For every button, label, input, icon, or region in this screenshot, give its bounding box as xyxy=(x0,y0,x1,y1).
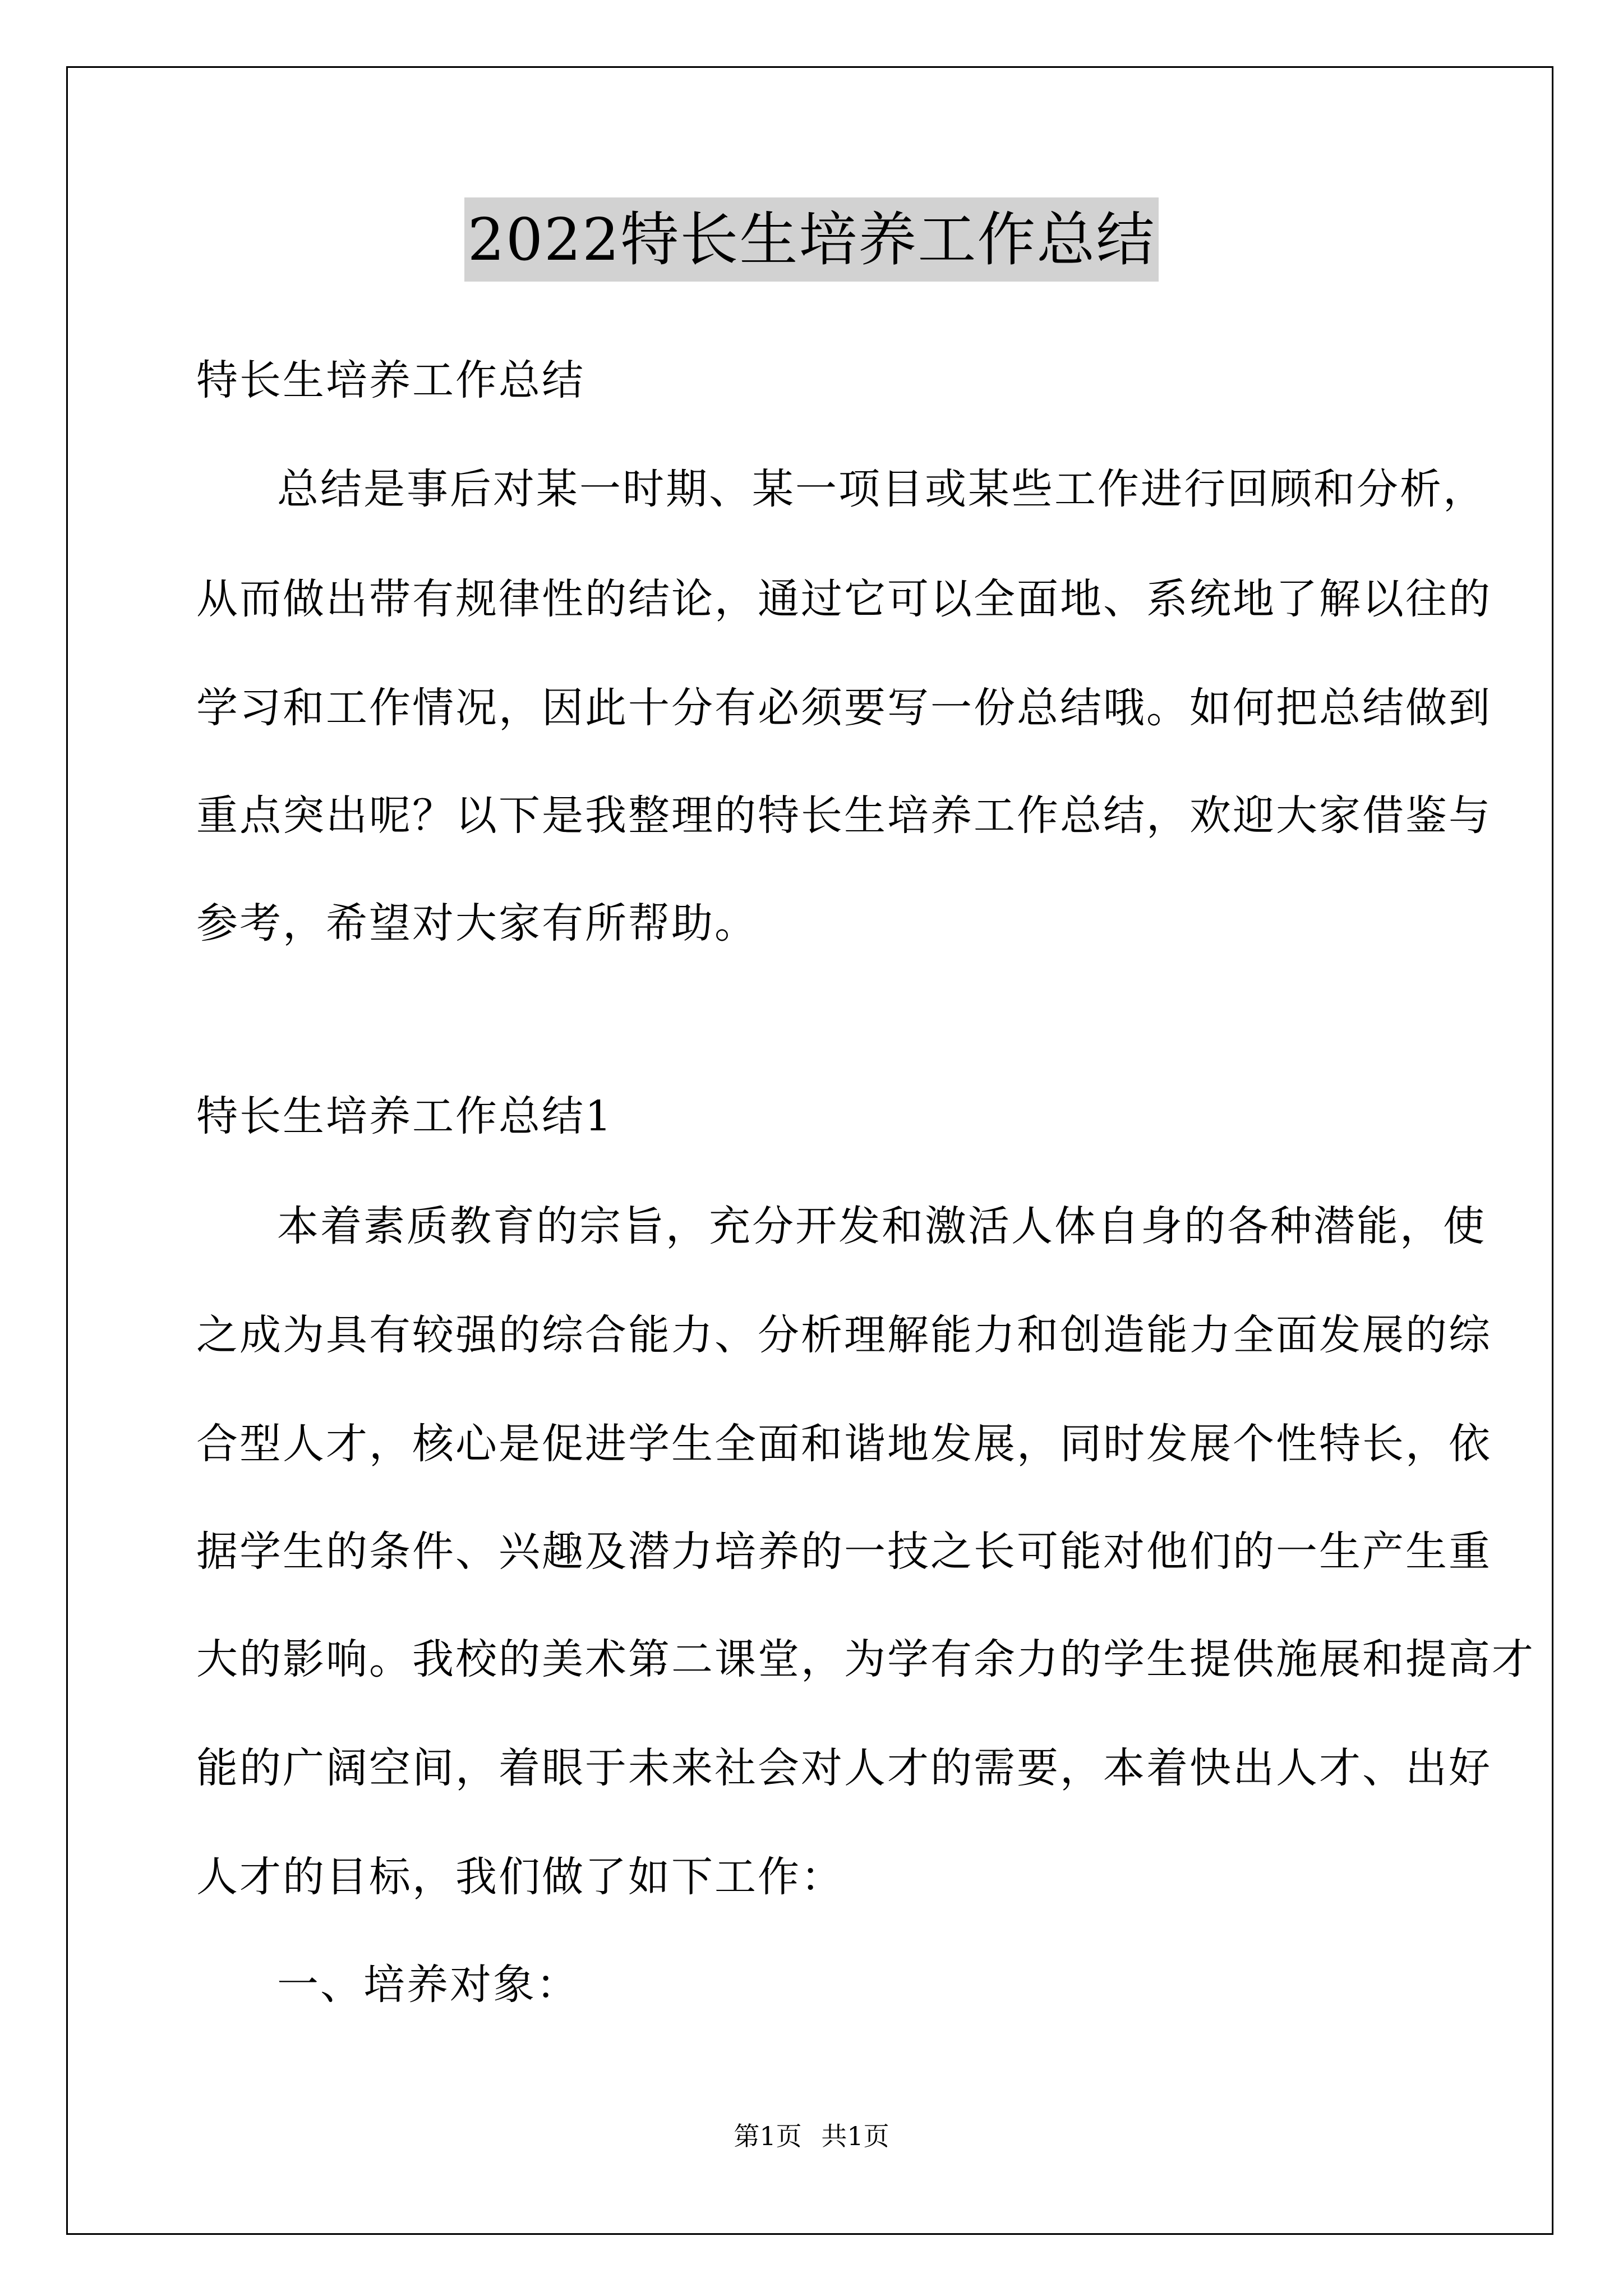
subtitle: 特长生培养工作总结 xyxy=(196,356,585,404)
body-line: 人才的目标，我们做了如下工作： xyxy=(196,1853,844,1901)
body-line: 能的广阔空间，着眼于未来社会对人才的需要，本着快出人才、出好 xyxy=(196,1744,1492,1792)
title-area xyxy=(0,197,1623,282)
intro-line: 学习和工作情况，因此十分有必须要写一份总结哦。如何把总结做到 xyxy=(196,684,1492,732)
intro-line: 总结是事后对某一时期、某一项目或某些工作进行回顾和分析， xyxy=(277,465,1486,513)
page-total: 共1页 xyxy=(821,2121,889,2151)
document-title: 2022特长生培养工作总结 xyxy=(464,197,1159,282)
intro-line: 从而做出带有规律性的结论，通过它可以全面地、系统地了解以往的 xyxy=(196,575,1492,623)
section-heading: 特长生培养工作总结1 xyxy=(196,1092,614,1140)
intro-line: 参考，希望对大家有所帮助。 xyxy=(196,899,758,947)
body-line: 大的影响。我校的美术第二课堂，为学有余力的学生提供施展和提高才 xyxy=(196,1635,1535,1683)
intro-line: 重点突出呢？以下是我整理的特长生培养工作总结，欢迎大家借鉴与 xyxy=(196,792,1492,840)
page-number: 第1页 xyxy=(734,2121,802,2151)
body-line: 合型人才，核心是促进学生全面和谐地发展，同时发展个性特长，依 xyxy=(196,1420,1492,1468)
body-line: 本着素质教育的宗旨，充分开发和激活人体自身的各种潜能，使 xyxy=(277,1202,1486,1250)
list-item: 一、培养对象： xyxy=(277,1961,579,2009)
body-line: 据学生的条件、兴趣及潜力培养的一技之长可能对他们的一生产生重 xyxy=(196,1527,1492,1576)
body-line: 之成为具有较强的综合能力、分析理解能力和创造能力全面发展的综 xyxy=(196,1311,1492,1359)
page-footer xyxy=(0,2119,1623,2153)
